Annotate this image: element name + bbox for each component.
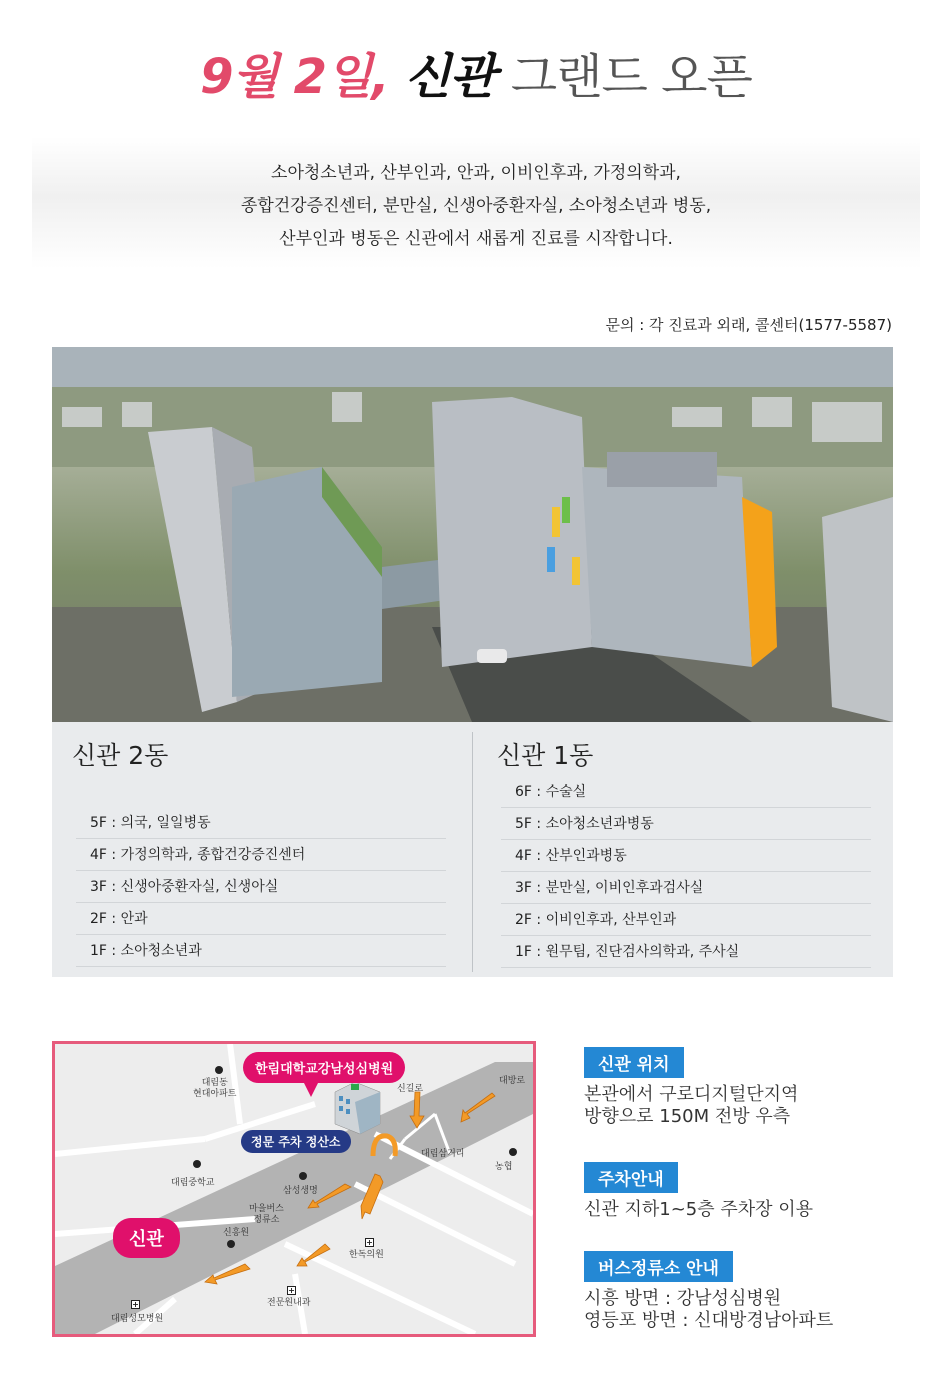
parking-gate-pin: 정문 주차 정산소 (241, 1130, 351, 1153)
headline-grand: 그랜드 오픈 (510, 49, 752, 105)
clinic-cross-icon: + (132, 1300, 139, 1309)
building-1-column (473, 722, 893, 977)
map-dot (193, 1160, 201, 1168)
floor-item: 3F : 분만실, 이비인후과검사실 (501, 872, 871, 904)
building-image (52, 347, 893, 722)
floor-item: 6F : 수술실 (501, 776, 871, 808)
location-map (52, 1041, 536, 1337)
floor-item: 2F : 이비인후과, 산부인과 (501, 904, 871, 936)
building-1-floor-list (501, 776, 871, 968)
map-label-hanuisaeng: 한독의원 (349, 1250, 384, 1260)
map-dot (227, 1240, 235, 1248)
map-label-daerim: 대림성모병원 (111, 1314, 164, 1324)
map-label-daebang: 대방로 (499, 1076, 526, 1086)
floor-item: 4F : 가정의학과, 종합건강증진센터 (76, 839, 446, 871)
bus-badge: 버스정류소 안내 (584, 1251, 733, 1282)
floor-item: 1F : 원무팀, 진단검사의학과, 주사실 (501, 936, 871, 968)
floor-directory (52, 722, 893, 977)
map-label-nh: 농협 (495, 1162, 513, 1172)
hospital-pin: 한림대학교강남성심병원 (243, 1052, 405, 1083)
inquiry-text: 문의 : 각 진료과 외래, 콜센터(1577-5587) (605, 316, 892, 334)
map-label-apartment: 대림동 현대아파트 (193, 1078, 237, 1099)
notice-line: 소아청소년과, 산부인과, 안과, 이비인후과, 가정의학과, (271, 163, 681, 183)
map-label-samsung: 삼성생명 (283, 1186, 318, 1196)
map-dot (215, 1066, 223, 1074)
parking-line: 신관 지하1~5층 주차장 이용 (584, 1199, 814, 1220)
floor-item: 1F : 소아청소년과 (76, 935, 446, 967)
bus-line: 시흥 방면 : 강남성심병원 (584, 1288, 782, 1309)
map-dot (299, 1172, 307, 1180)
map-label-singil: 신길로 (397, 1084, 424, 1094)
map-label-middle-school: 대림중학교 (171, 1178, 215, 1188)
floor-item: 5F : 소아청소년과병동 (501, 808, 871, 840)
new-building-pin: 신관 (113, 1218, 180, 1258)
map-label-jeonwon: 전문원내과 (267, 1298, 311, 1308)
clinic-cross-icon: + (288, 1286, 295, 1295)
clinic-cross-icon: + (366, 1238, 373, 1247)
headline-shin: 신관 (404, 49, 496, 105)
floor-item: 5F : 의국, 일일병동 (76, 807, 446, 839)
location-line: 방향으로 150M 전방 우측 (584, 1106, 791, 1127)
bus-line: 영등포 방면 : 신대방경남아파트 (584, 1310, 834, 1331)
map-label-intersection: 대림삼거리 (421, 1149, 465, 1159)
building-1-title: 신관 1동 (497, 741, 594, 770)
building-2-column (52, 722, 472, 977)
floor-item: 3F : 신생아중환자실, 신생아실 (76, 871, 446, 903)
floor-item: 4F : 산부인과병동 (501, 840, 871, 872)
headline-date: 9월 2일, (200, 49, 389, 105)
floor-item: 2F : 안과 (76, 903, 446, 935)
building-2-floor-list (76, 807, 446, 967)
notice-line: 산부인과 병동은 신관에서 새롭게 진료를 시작합니다. (279, 229, 673, 249)
parking-badge: 주차안내 (584, 1162, 678, 1193)
notice-box (32, 137, 920, 269)
parking-info (584, 1162, 914, 1221)
notice-line: 종합건강증진센터, 분만실, 신생아중환자실, 소아청소년과 병동, (240, 196, 712, 216)
page-title (0, 38, 952, 107)
location-line: 본관에서 구로디지털단지역 (584, 1084, 799, 1105)
map-label-shinheung: 신흥원 (223, 1228, 250, 1238)
building-2-title: 신관 2동 (72, 741, 169, 770)
location-info (584, 1047, 914, 1128)
map-label-bus: 마을버스 정류소 (249, 1204, 284, 1225)
bus-info (584, 1251, 914, 1332)
map-dot (509, 1148, 517, 1156)
location-badge: 신관 위치 (584, 1047, 684, 1078)
